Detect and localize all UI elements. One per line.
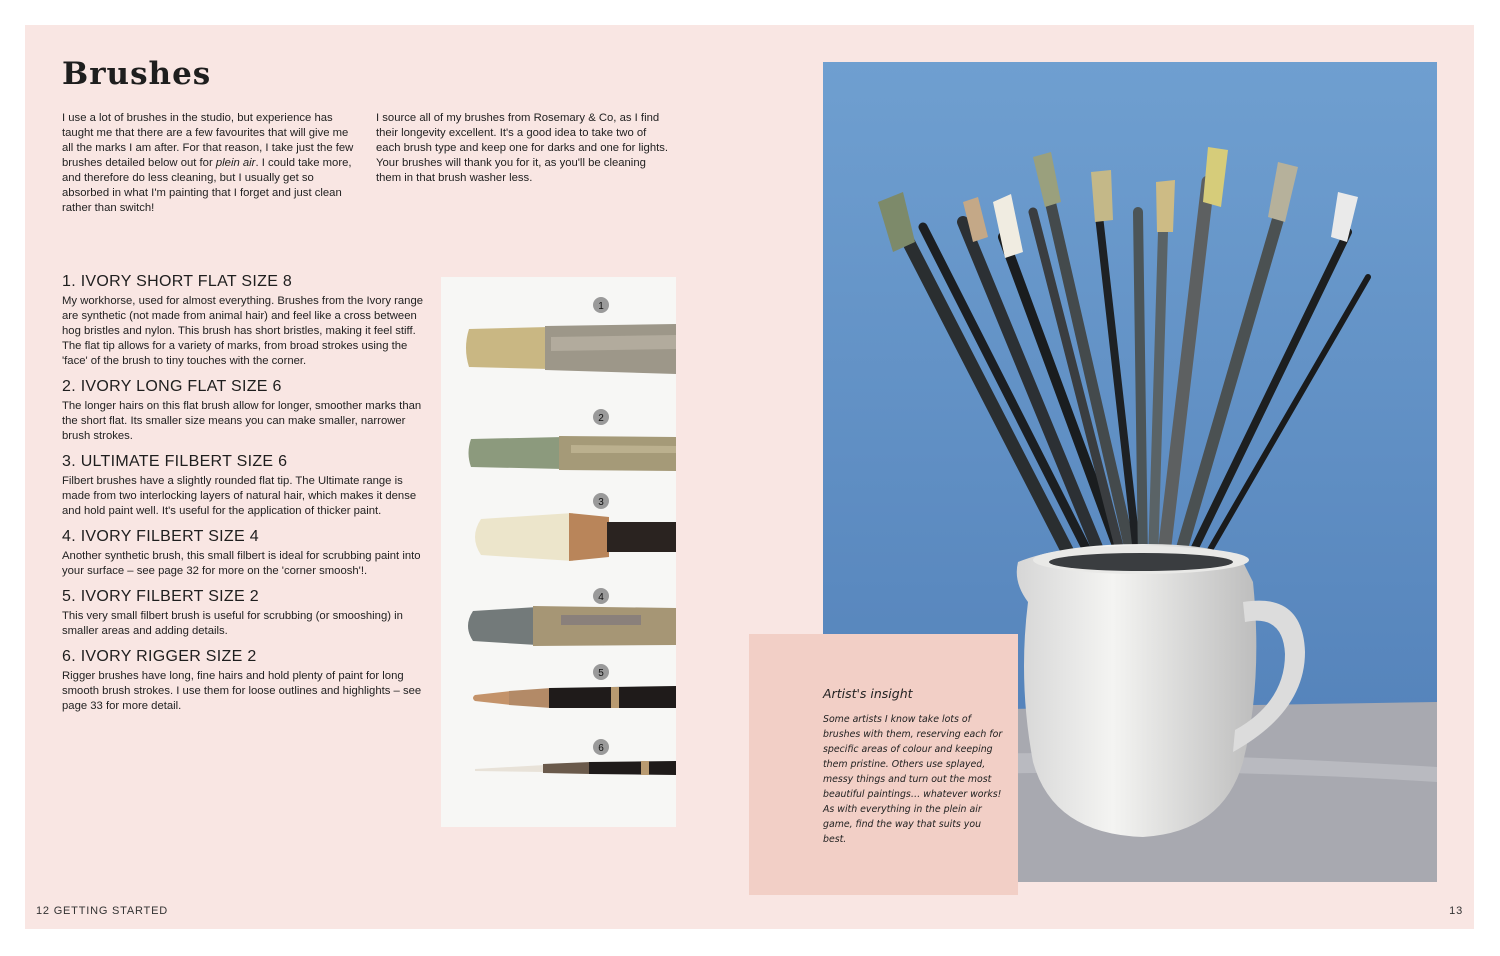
intro-left-text-end: . I could take more, and therefore do less cleaning, but I usually get so absorbed in what I'm painting that I forget and just clean rather than switch! (62, 157, 352, 214)
brush-badge-5 (593, 664, 609, 680)
brush-list (62, 273, 432, 723)
brush-badge-3 (593, 493, 609, 509)
brush-item-1 (62, 273, 432, 369)
brush-badge-6 (593, 739, 609, 755)
badge-label: 6 (598, 743, 604, 754)
brush-2-illustration (469, 436, 677, 471)
book-spread (25, 25, 1474, 929)
brush-3-illustration (475, 513, 676, 561)
intro-left-text: I use a lot of brushes in the studio, but experience has taught me that there are a few favourites that will give me all the marks I am after. For that reason, I take just the few brushes detailed below out for (62, 112, 354, 169)
brush-6-illustration (475, 761, 676, 775)
brush-badge-4 (593, 588, 609, 604)
brush-lineup-illustration (441, 277, 676, 827)
page-number-right: 13 (1449, 905, 1463, 917)
brush-item-3 (62, 453, 432, 519)
insight-body: Some artists I know take lots of brushes with them, reserving each for specific areas of colour and keeping them pristine. Others use splayed, messy things and turn out the most beautiful paintings… whatever works! As with everything in the plein air game, find the way that suits you best. (823, 714, 1003, 845)
brush-heading: 2. IVORY LONG FLAT SIZE 6 (62, 378, 282, 395)
page-title: Brushes (62, 56, 212, 92)
brush-badge-1 (593, 297, 609, 313)
artist-insight-box (749, 634, 1018, 895)
brush-item-5 (62, 588, 432, 639)
badge-label: 4 (598, 592, 604, 603)
brush-4-illustration (468, 606, 676, 646)
brush-description: Filbert brushes have a slightly rounded flat tip. The Ultimate range is made from two interlocking layers of natural hair, which makes it dense and hold paint well. It's useful for the application of thicker paint. (62, 475, 417, 517)
brush-5-illustration (473, 686, 676, 708)
brush-description: My workhorse, used for almost everything. Brushes from the Ivory range are synthetic (not made from animal hair) and feel like a cross between hog bristles and nylon. This brush has short bristles, making it feel stiff. The flat tip allows for a variety of marks, from broad strokes using the 'face' of the brush to tiny touches with the corner. (62, 295, 424, 367)
intro-paragraph-right: I source all of my brushes from Rosemary & Co, as I find their longevity excellent. It's a good idea to take two of each brush type and keep one for darks and one for lights. Your brushes will thank you for it, as you'll be cleaning them in that brush washer less. (376, 112, 669, 184)
brush-heading: 3. ULTIMATE FILBERT SIZE 6 (62, 453, 288, 470)
brush-heading: 1. IVORY SHORT FLAT SIZE 8 (62, 273, 293, 290)
brush-1-illustration (466, 324, 676, 374)
brush-badge-2 (593, 409, 609, 425)
badge-label: 2 (598, 413, 604, 424)
intro-left-emphasis: plein air (215, 157, 256, 169)
brush-description: This very small filbert brush is useful for scrubbing (or smooshing) in smaller areas and adding details. (62, 610, 403, 637)
insight-title: Artist's insight (823, 686, 913, 701)
brush-item-6 (62, 648, 432, 714)
brush-heading: 5. IVORY FILBERT SIZE 2 (62, 588, 259, 605)
badge-label: 1 (598, 301, 604, 312)
brush-item-4 (62, 528, 432, 579)
brush-description: Another synthetic brush, this small filbert is ideal for scrubbing paint into your surface – see page 32 for more on the 'corner smoosh'!. (62, 550, 421, 577)
intro-paragraph-left (62, 111, 362, 216)
brush-item-2 (62, 378, 432, 444)
brush-description: The longer hairs on this flat brush allow for longer, smoother marks than the short flat. Its smaller size means you can make smaller, narrower brush strokes. (62, 400, 422, 442)
badge-label: 5 (598, 668, 604, 679)
brush-heading: 6. IVORY RIGGER SIZE 2 (62, 648, 257, 665)
badge-label: 3 (598, 497, 604, 508)
page-footer-left: 12 GETTING STARTED (36, 905, 168, 917)
brush-heading: 4. IVORY FILBERT SIZE 4 (62, 528, 259, 545)
brush-lineup-photo (441, 277, 676, 827)
brush-description: Rigger brushes have long, fine hairs and hold plenty of paint for long smooth brush strokes. I use them for loose outlines and highlights – see page 33 for more detail. (62, 670, 422, 712)
